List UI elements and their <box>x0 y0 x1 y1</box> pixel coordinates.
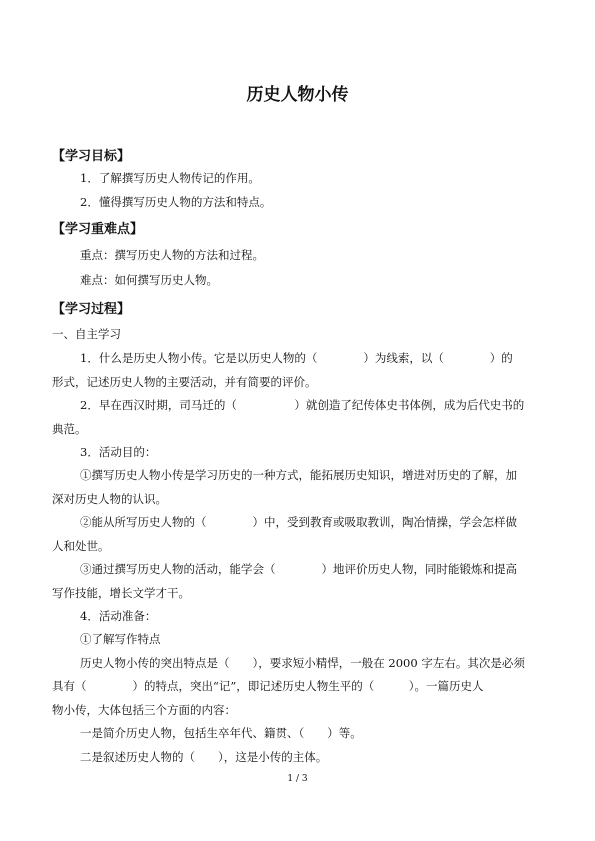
paragraph-line: 历史人物小传的突出特点是（ ），要求短小精悍，一般在 2000 字左右。其次是必须 <box>80 656 525 670</box>
paragraph-line: 4．活动准备： <box>80 609 157 623</box>
subsection-heading: 一、自主学习 <box>52 327 121 341</box>
paragraph-line: ②能从所写历史人物的（ ）中，受到教育或吸取教训，陶冶情操，学会怎样做 <box>80 515 517 529</box>
paragraph-line: 物小传，大体包括三个方面的内容： <box>52 703 236 717</box>
section-heading-keypoints: 【学习重难点】 <box>52 222 144 237</box>
paragraph-line: 3．活动目的： <box>80 445 157 459</box>
paragraph-line: 1．什么是历史人物小传。它是以历史人物的（ ）为线索，以（ ）的 <box>80 351 513 365</box>
paragraph-line: ①撰写历史人物小传是学习历史的一种方式，能拓展历史知识，增进对历史的了解，加 <box>80 468 517 482</box>
paragraph-line: 典范。 <box>52 422 87 436</box>
paragraph-line: 一是简介历史人物，包括生卒年代、籍贯、（ ）等。 <box>80 726 362 740</box>
paragraph-line: 2．早在西汉时期，司马迁的（ ）就创造了纪传体史书体例，成为后代史书的 <box>80 398 525 412</box>
paragraph-line: 人和处世。 <box>52 539 110 553</box>
keypoint-item: 难点：如何撰写历史人物。 <box>80 273 218 287</box>
keypoint-item: 重点：撰写历史人物的方法和过程。 <box>80 248 264 262</box>
goal-item: 1．了解撰写历史人物传记的作用。 <box>80 171 260 185</box>
section-heading-goals: 【学习目标】 <box>52 149 131 164</box>
page-number: 1 / 3 <box>287 774 308 784</box>
paragraph-line: 形式，记述历史人物的主要活动，并有简要的评价。 <box>52 375 317 389</box>
goal-item: 2．懂得撰写历史人物的方法和特点。 <box>80 195 272 209</box>
paragraph-line: 二是叙述历史人物的（ ），这是小传的主体。 <box>80 750 328 764</box>
page-title: 历史人物小传 <box>246 85 349 105</box>
paragraph-line: ①了解写作特点 <box>80 632 161 646</box>
paragraph-line: 写作技能，增长文学才干。 <box>52 586 190 600</box>
paragraph-line: 具有（ ）的特点，突出“记”，即记述历史人物生平的（ ）。一篇历史人 <box>52 679 484 693</box>
paragraph-line: ③通过撰写历史人物的活动，能学会（ ）地评价历史人物，同时能锻炼和提高 <box>80 562 517 576</box>
paragraph-line: 深对历史人物的认识。 <box>52 492 167 506</box>
section-heading-process: 【学习过程】 <box>52 302 131 317</box>
